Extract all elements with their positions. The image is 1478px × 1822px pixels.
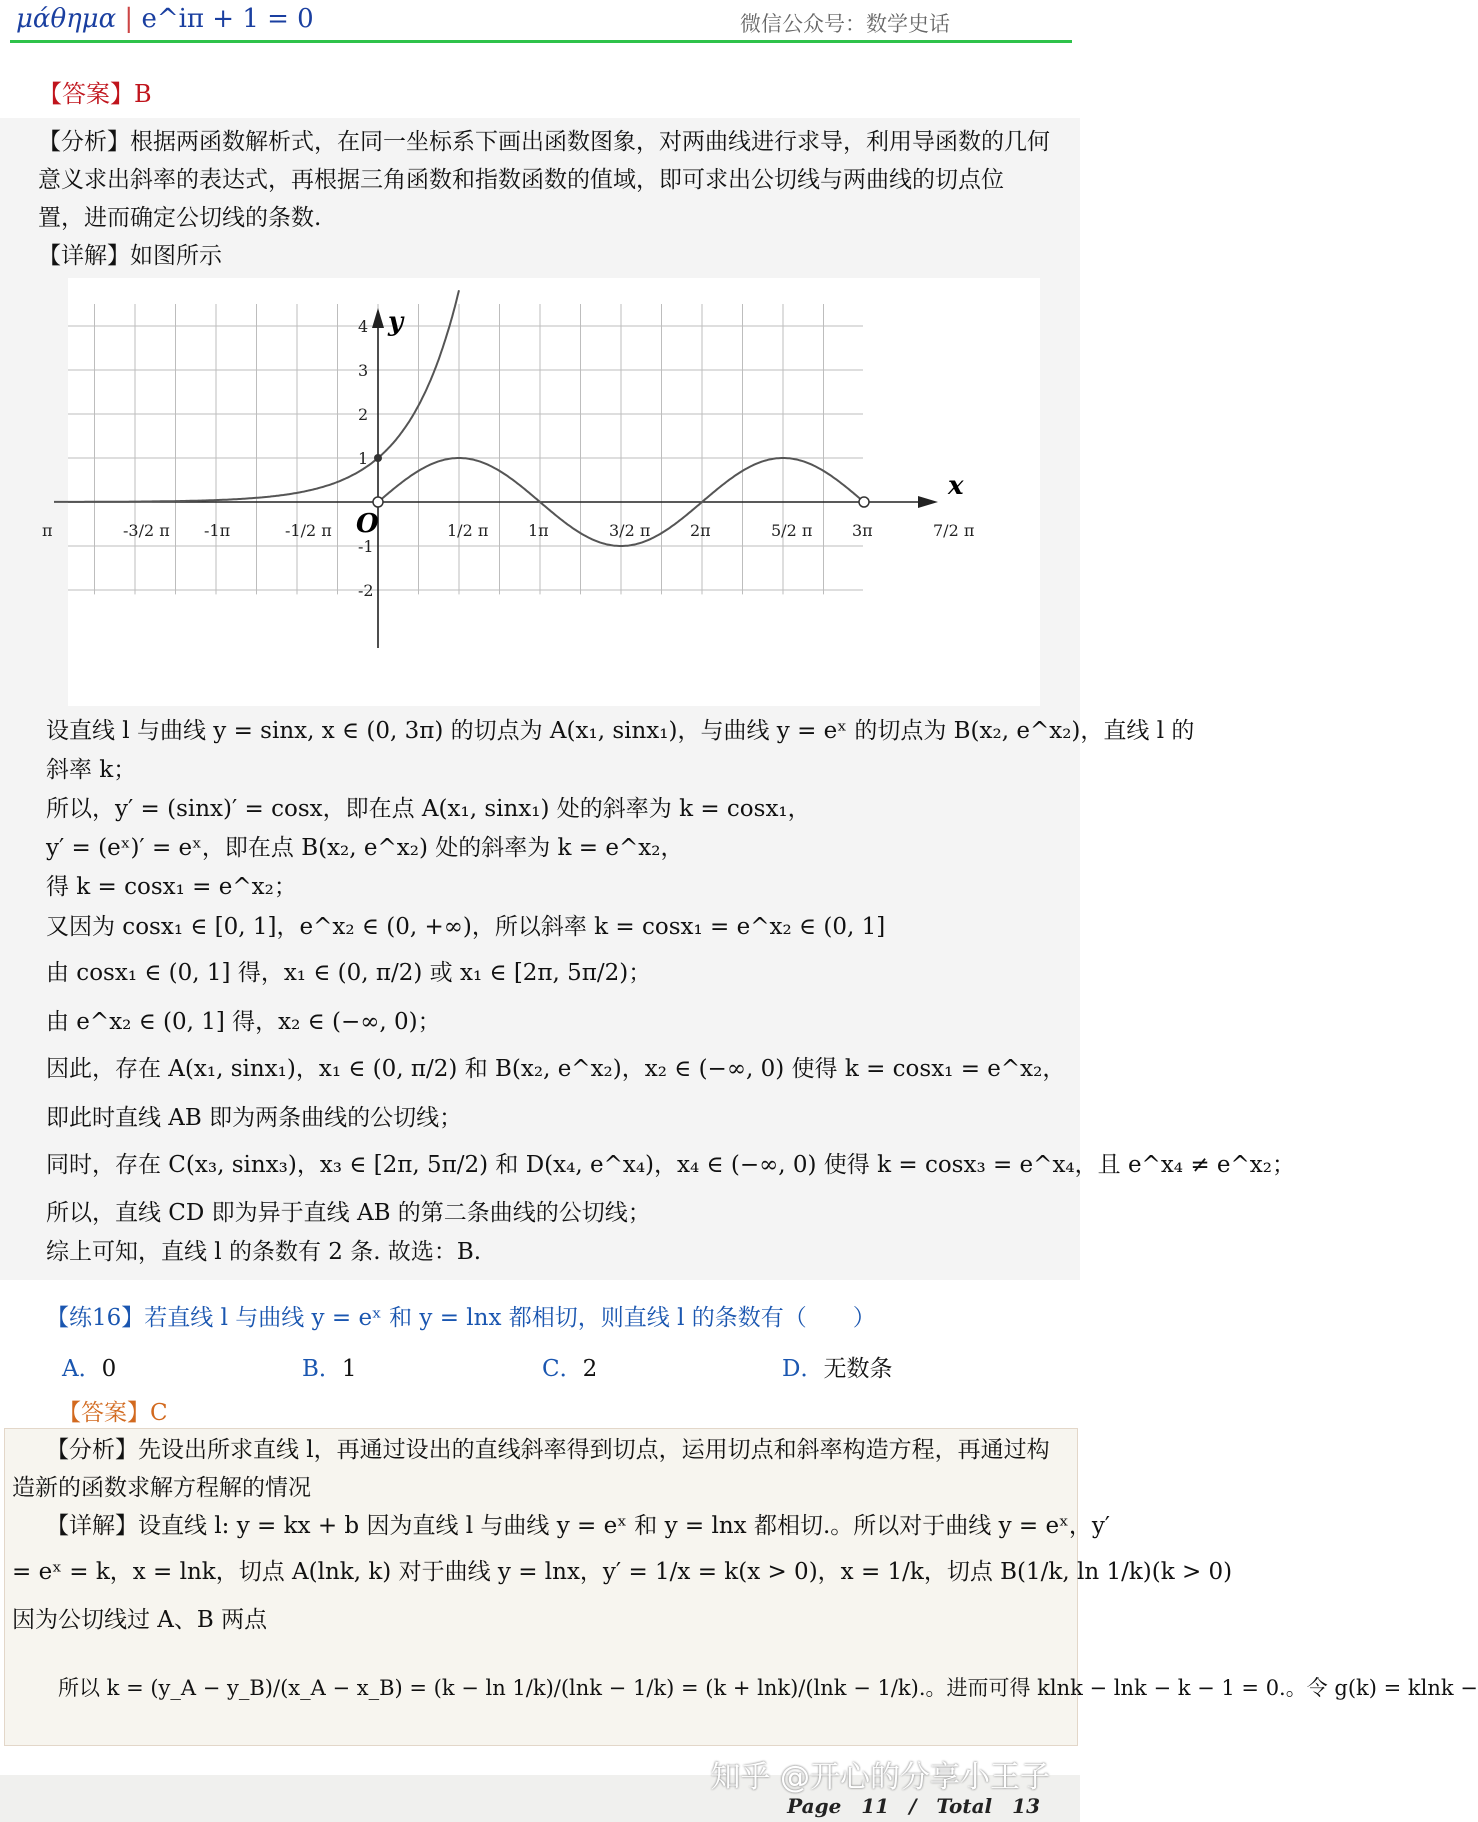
x-tick-label: -1π	[204, 521, 231, 540]
q15-body-line: 综上可知，直线 l 的条数有 2 条. 故选：B.	[46, 1239, 482, 1265]
x-axis-label: x	[948, 471, 964, 501]
y-axis-arrow	[372, 308, 384, 328]
q15-body-line: 由 e^x₂ ∈ (0, 1] 得，x₂ ∈ (−∞, 0)；	[46, 1009, 441, 1035]
option-c	[542, 1350, 597, 1383]
q15-body-line: 所以，y′ = (sinx)′ = cosx，即在点 A(x₁, sinx₁) 处的斜率为 k = cosx₁，	[46, 796, 811, 822]
q15-body-line: 即此时直线 AB 即为两条曲线的公切线；	[46, 1105, 463, 1131]
q16-question-text: 【练16】若直线 l 与曲线 y = eˣ 和 y = lnx 都相切，则直线 l 的条数有（ ）	[46, 1305, 876, 1331]
x-axis-arrow	[918, 496, 938, 508]
q16-detail-line2: = eˣ = k，x = lnk，切点 A(lnk, k) 对于曲线 y = lnx，y′ = 1/x = k(x > 0)，x = 1/k，切点 B(1/k, ln 1/k)(k > 0)	[12, 1559, 1233, 1585]
y-tick-label: 2	[358, 405, 369, 424]
header-formula: e^iπ + 1 = 0	[141, 4, 314, 34]
option-key: C．	[542, 1356, 583, 1382]
x-tick-label: 1π	[528, 521, 549, 540]
brand-text: μάθημα	[16, 4, 117, 34]
q15-body-line: 所以，直线 CD 即为异于直线 AB 的第二条曲线的公切线；	[46, 1200, 651, 1226]
q15-answer: 【答案】B	[38, 80, 152, 108]
y-axis-label: y	[388, 307, 404, 337]
x-tick-label: 7/2 π	[933, 521, 975, 540]
y-tick-label: 1	[358, 449, 369, 468]
q15-detail-heading: 【详解】如图所示	[38, 243, 222, 269]
y-tick-label: -2	[358, 581, 374, 600]
q15-body-line: 由 cosx₁ ∈ (0, 1] 得，x₁ ∈ (0, π/2) 或 x₁ ∈ [2π, 5π/2)；	[46, 960, 652, 986]
q15-body-line: 斜率 k；	[46, 757, 137, 783]
q15-body-line: 又因为 cosx₁ ∈ [0, 1]，e^x₂ ∈ (0, +∞)，所以斜率 k = cosx₁ = e^x₂ ∈ (0, 1]	[46, 914, 886, 940]
q16-analysis-line1: 【分析】先设出所求直线 l，再通过设出的直线斜率得到切点，运用切点和斜率构造方程，再通过构	[46, 1437, 1050, 1463]
option-text: 1	[341, 1356, 357, 1382]
open-point	[373, 497, 383, 507]
x-tick-label: -3/2 π	[123, 521, 170, 540]
x-tick-label: 1/2 π	[447, 521, 489, 540]
x-tick-label: π	[42, 521, 53, 540]
filled-point	[374, 454, 382, 462]
q16-detail-line3: 因为公切线过 A、B 两点	[12, 1607, 268, 1633]
option-text: 0	[101, 1356, 117, 1382]
option-key: B．	[302, 1356, 342, 1382]
q15-body-line: y′ = (eˣ)′ = eˣ，即在点 B(x₂, e^x₂) 处的斜率为 k = e^x₂，	[46, 835, 684, 861]
header-account: 微信公众号：数学史话	[740, 12, 950, 36]
option-text: 2	[582, 1356, 598, 1382]
q15-analysis-line3: 置，进而确定公切线的条数.	[38, 205, 322, 231]
option-key: A．	[62, 1356, 102, 1382]
q16-analysis-line2: 造新的函数求解方程解的情况	[12, 1475, 311, 1501]
x-tick-label: 5/2 π	[771, 521, 813, 540]
x-tick-label: -1/2 π	[285, 521, 332, 540]
x-tick-label: 2π	[690, 521, 711, 540]
header-brand: μάθημα | e^iπ + 1 = 0	[16, 4, 314, 34]
x-tick-label: 3/2 π	[609, 521, 651, 540]
q16-answer: 【答案】C	[58, 1400, 168, 1426]
option-key: D．	[782, 1356, 824, 1382]
graph-svg	[42, 278, 1040, 706]
q15-body-line: 设直线 l 与曲线 y = sinx, x ∈ (0, 3π) 的切点为 A(x₁, sinx₁)，与曲线 y = eˣ 的切点为 B(x₂, e^x₂)，直线 l 的	[46, 718, 1195, 744]
option-a	[62, 1350, 116, 1383]
q16-detail-line1: 【详解】设直线 l: y = kx + b 因为直线 l 与曲线 y = eˣ 和 y = lnx 都相切.。所以对于曲线 y = eˣ，y′	[46, 1513, 1111, 1539]
option-d	[782, 1350, 892, 1383]
header-divider	[10, 40, 1072, 43]
q16-question	[46, 1302, 876, 1334]
watermark: 知乎 @开心的分享小王子	[710, 1760, 1050, 1795]
q16-detail-line4: 所以 k = (y_A − y_B)/(x_A − x_B) = (k − ln 1/k)/(lnk − 1/k) = (k + lnk)/(lnk − 1/k).。进而可得 klnk − lnk − k − 1 = 0.。令 g(k) = klnk −	[58, 1676, 1478, 1700]
y-tick-label: -1	[358, 537, 374, 556]
q15-body-line: 得 k = cosx₁ = e^x₂；	[46, 874, 297, 900]
y-tick-label: 3	[358, 361, 369, 380]
y-tick-label: 4	[358, 317, 369, 336]
option-b	[302, 1350, 357, 1383]
page-indicator: Page 11 / Total 13	[787, 1794, 1040, 1818]
q15-body-line: 因此，存在 A(x₁, sinx₁)，x₁ ∈ (0, π/2) 和 B(x₂, e^x₂)，x₂ ∈ (−∞, 0) 使得 k = cosx₁ = e^x₂，	[46, 1056, 1066, 1082]
q15-body-line: 同时，存在 C(x₃, sinx₃)，x₃ ∈ [2π, 5π/2) 和 D(x₄, e^x₄)，x₄ ∈ (−∞, 0) 使得 k = cosx₃ = e^x₄，且 e^x₄ ≠ e^x₂；	[46, 1152, 1295, 1178]
open-point	[859, 497, 869, 507]
x-tick-label: 3π	[852, 521, 873, 540]
origin-label: O	[356, 509, 379, 539]
q15-analysis-line1: 【分析】根据两函数解析式，在同一坐标系下画出函数图象，对两曲线进行求导，利用导函数的几何	[38, 129, 1050, 155]
option-text: 无数条	[823, 1356, 893, 1382]
function-graph	[42, 278, 1040, 706]
q15-analysis-line2: 意义求出斜率的表达式，再根据三角函数和指数函数的值域，即可求出公切线与两曲线的切点位	[38, 167, 1004, 193]
